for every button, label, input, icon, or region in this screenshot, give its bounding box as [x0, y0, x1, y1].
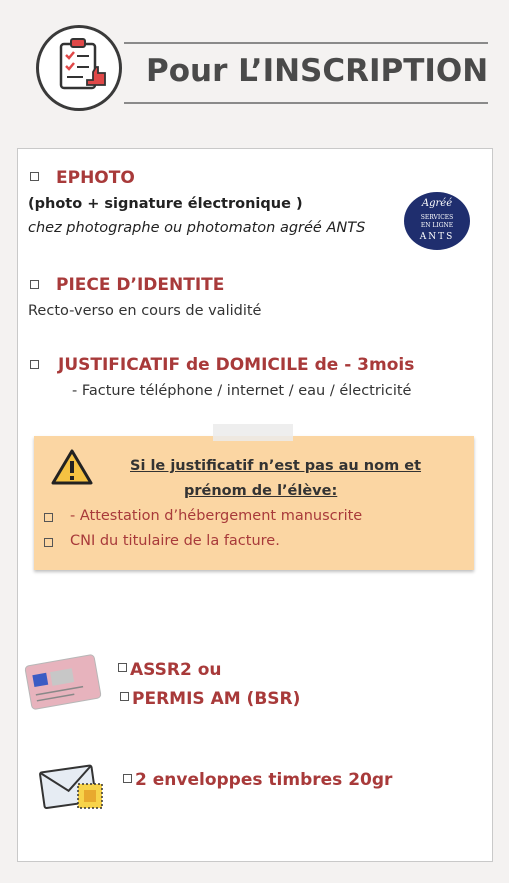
ephoto-title: EPHOTO [56, 168, 135, 188]
identite-desc: Recto-verso en cours de validité [28, 303, 262, 319]
checkbox-enveloppes[interactable] [123, 774, 132, 783]
ants-badge: Agréé SERVICES EN LIGNE ANTS [404, 192, 470, 250]
identite-title: PIECE D’IDENTITE [56, 275, 225, 295]
permis-am-label: PERMIS AM (BSR) [132, 689, 301, 709]
ephoto-note: chez photographe ou photomaton agréé ANTS [28, 220, 366, 236]
checkbox-attestation[interactable] [44, 513, 53, 522]
checkbox-identite[interactable] [30, 280, 39, 289]
domicile-title: JUSTIFICATIF de DOMICILE de - 3mois [58, 355, 415, 375]
note-heading-line1: Si le justificatif n’est pas au nom et [130, 458, 422, 474]
warning-icon [50, 448, 94, 486]
assr2-label: ASSR2 ou [130, 660, 222, 680]
ephoto-desc: (photo + signature électronique ) [28, 196, 303, 212]
note-item-cni: CNI du titulaire de la facture. [70, 533, 280, 549]
checkbox-assr2[interactable] [118, 663, 127, 672]
envelope-icon [38, 760, 110, 812]
clipboard-icon [36, 25, 122, 111]
note-heading-line2: prénom de l’élève: [184, 483, 338, 499]
header-rule-top [124, 42, 488, 44]
checkbox-permis-am[interactable] [120, 692, 129, 701]
note-item-attestation: - Attestation d’hébergement manuscrite [70, 508, 363, 524]
warning-note [34, 436, 474, 570]
checkbox-ephoto[interactable] [30, 172, 39, 181]
checkbox-cni[interactable] [44, 538, 53, 547]
domicile-desc: - Facture téléphone / internet / eau / électricité [72, 383, 412, 399]
tape-strip [213, 424, 293, 441]
header-rule-bottom [124, 102, 488, 104]
page-title: Pour L’INSCRIPTION [146, 53, 489, 89]
enveloppes-label: 2 enveloppes timbres 20gr [135, 770, 393, 790]
license-card-icon [22, 650, 104, 714]
checkbox-domicile[interactable] [30, 360, 39, 369]
